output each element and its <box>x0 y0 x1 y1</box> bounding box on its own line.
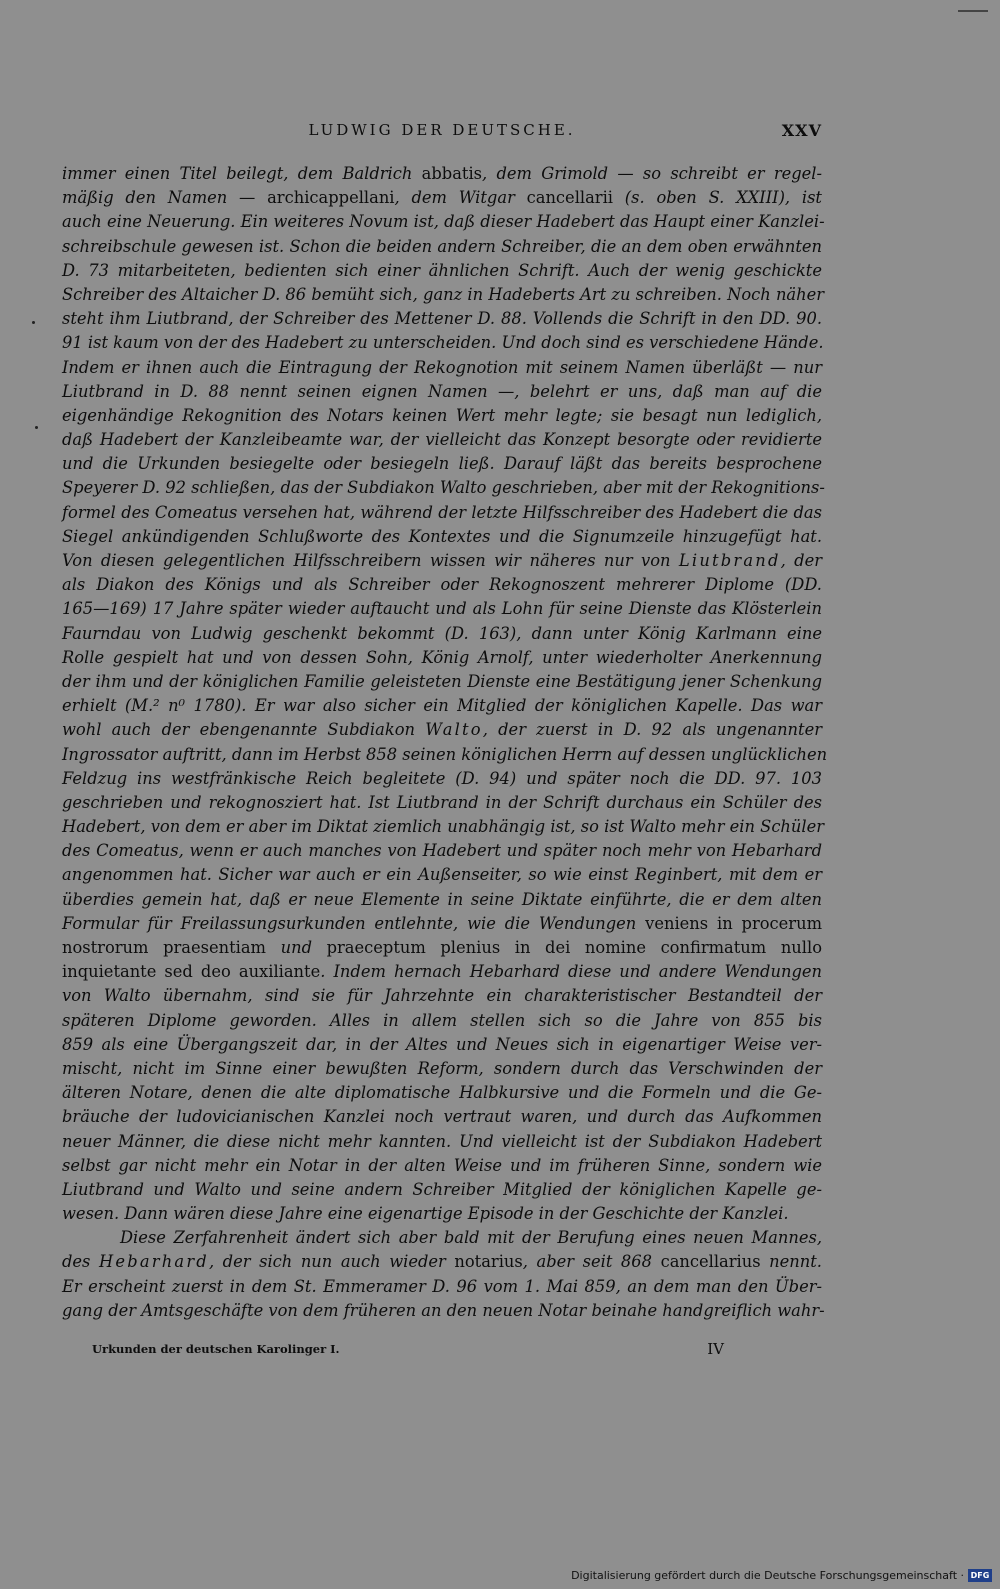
text-line: schreibschule gewesen ist. Schon die beiden andern Schreiber, die an dem oben erwähnten <box>62 236 822 256</box>
page-number: XXV <box>781 121 822 140</box>
text-line: formel des Comeatus versehen hat, während der letzte Hilfsschreiber des Hadebert die das <box>62 502 822 522</box>
paragraph-start-line: Diese Zerfahrenheit ändert sich aber bald mit der Berufung eines neuen Mannes, <box>120 1228 822 1248</box>
text-line: gang der Amtsgeschäfte von dem früheren an den neuen Notar beinahe handgreiflich wahr- <box>62 1300 825 1320</box>
text-line: eigenhändige Rekognition des Notars keinen Wert mehr legte; sie besagt nun lediglich, <box>62 405 822 425</box>
body-text <box>62 162 828 1323</box>
text-line: Von diesen gelegentlichen Hilfsschreibern wissen wir näheres nur von Liutbrand, der <box>62 551 822 570</box>
text-line: 165—169) 17 Jahre später wieder auftaucht und als Lohn für seine Dienste das Klösterlein <box>62 599 822 619</box>
text-line: Liutbrand in D. 88 nennt seinen eignen Namen —, belehrt er uns, daß man auf die <box>62 381 822 401</box>
margin-mark <box>35 426 38 429</box>
credit-text: Digitalisierung gefördert durch die Deutsche Forschungsgemeinschaft · <box>571 1568 964 1582</box>
page-header <box>62 121 822 145</box>
text-line: angenommen hat. Sicher war auch er ein Außenseiter, so wie einst Reginbert, mit dem er <box>62 865 822 885</box>
text-line: geschrieben und rekognosziert hat. Ist Liutbrand in der Schrift durchaus ein Schüler des <box>62 792 822 812</box>
text-line: mischt, nicht im Sinne einer bewußten Reform, sondern durch das Verschwinden der <box>62 1058 822 1078</box>
text-line: neuer Männer, die diese nicht mehr kannten. Und vielleicht ist der Subdiakon Hadebert <box>62 1131 822 1151</box>
text-line: Faurndau von Ludwig geschenkt bekommt (D. 163), dann unter König Karlmann eine <box>62 623 822 643</box>
text-line: auch eine Neuerung. Ein weiteres Novum ist, daß dieser Hadebert das Haupt einer Kanzlei- <box>62 212 825 232</box>
text-line: D. 73 mitarbeiteten, bedienten sich einer ähnlichen Schrift. Auch der wenig geschickte <box>62 260 822 280</box>
text-line: Er erscheint zuerst in dem St. Emmeramer D. 96 vom 1. Mai 859, an dem man den Über- <box>62 1276 822 1296</box>
text-line: erhielt (M.² n⁰ 1780). Er war also sicher ein Mitglied der königlichen Kapelle. Das war <box>62 696 822 716</box>
text-line: daß Hadebert der Kanzleibeamte war, der vielleicht das Konzept besorgte oder revidierte <box>62 430 822 450</box>
text-line: älteren Notare, denen die alte diplomatische Halbkursive und die Formeln und die Ge- <box>62 1083 822 1103</box>
text-line: Indem er ihnen auch die Eintragung der Rekognotion mit seinem Namen überläßt — nur <box>62 357 822 377</box>
text-line: steht ihm Liutbrand, der Schreiber des Mettener D. 88. Vollends die Schrift in den DD. 90. <box>62 309 822 329</box>
scan-corner-mark <box>958 10 988 12</box>
text-line: 91 ist kaum von der des Hadebert zu unterscheiden. Und doch sind es verschiedene Hände. <box>62 333 824 353</box>
text-line: 859 als eine Übergangszeit dar, in der Altes und Neues sich in eigenartiger Weise ver- <box>62 1034 822 1054</box>
text-line: selbst gar nicht mehr ein Notar in der alten Weise und im früheren Sinne, sondern wie <box>62 1155 822 1175</box>
text-line: überdies gemein hat, daß er neue Elemente in seine Diktate einführte, die er dem alten <box>62 889 822 909</box>
text-line: Speyerer D. 92 schließen, das der Subdiakon Walto geschrieben, aber mit der Rekognitions- <box>62 478 825 498</box>
text-line: der ihm und der königlichen Familie geleisteten Dienste eine Bestätigung jener Schenkung <box>62 671 822 691</box>
text-line: und die Urkunden besiegelte oder besiegeln ließ. Darauf läßt das bereits besprochene <box>62 454 822 474</box>
text-line: als Diakon des Königs und als Schreiber oder Rekognoszent mehrerer Diplome (DD. <box>62 575 822 595</box>
text-line: immer einen Titel beilegt, dem Baldrich abbatis, dem Grimold — so schreibt er regel- <box>62 164 823 183</box>
text-line: des Comeatus, wenn er auch manches von Hadebert und später noch mehr von Hebarhard <box>62 841 822 861</box>
text-line: Schreiber des Altaicher D. 86 bemüht sich, ganz in Hadeberts Art zu schreiben. Noch näher <box>62 284 825 304</box>
page-footer <box>92 1340 724 1362</box>
text-line: Feldzug ins westfränkische Reich begleitete (D. 94) und später noch die DD. 97. 103 <box>62 768 822 788</box>
text-line: Ingrossator auftritt, dann im Herbst 858 seinen königlichen Herrn auf dessen unglücklichen <box>62 744 828 764</box>
running-title: LUDWIG DER DEUTSCHE. <box>308 121 576 139</box>
text-line: von Walto übernahm, sind sie für Jahrzehnte ein charakteristischer Bestandteil der <box>62 986 822 1006</box>
text-line: Rolle gespielt hat und von dessen Sohn, König Arnolf, unter wiederholter Anerkennung <box>62 647 822 667</box>
text-line: des Hebarhard, der sich nun auch wieder notarius, aber seit 868 cancellarius nennt. <box>62 1252 822 1272</box>
sheet-mark: IV <box>707 1340 724 1358</box>
text-line: Siegel ankündigenden Schlußworte des Kontextes und die Signumzeile hinzugefügt hat. <box>62 526 822 546</box>
text-line: Hadebert, von dem er aber im Diktat ziemlich unabhängig ist, so ist Walto mehr ein Schüler <box>62 817 825 837</box>
text-line: späteren Diplome geworden. Alles in allem stellen sich so die Jahre von 855 bis <box>62 1010 822 1030</box>
text-line: wohl auch der ebengenannte Subdiakon Walto, der zuerst in D. 92 als ungenannter <box>62 720 823 740</box>
margin-mark <box>32 321 35 324</box>
signature-line: Urkunden der deutschen Karolinger I. <box>92 1342 340 1356</box>
text-line: Formular für Freilassungsurkunden entlehnte, wie die Wendungen veniens in procerum <box>62 913 823 933</box>
text-line: bräuche der ludovicianischen Kanzlei noch vertraut waren, und durch das Aufkommen <box>62 1107 822 1127</box>
digitization-credit <box>571 1567 992 1583</box>
text-line: Liutbrand und Walto und seine andern Schreiber Mitglied der königlichen Kapelle ge- <box>62 1179 822 1199</box>
text-line: wesen. Dann wären diese Jahre eine eigenartige Episode in der Geschichte der Kanzlei. <box>62 1204 789 1224</box>
text-line: mäßig den Namen — archicappellani, dem Witgar cancellarii (s. oben S. XXIII), ist <box>62 188 822 208</box>
text-line: inquietante sed deo auxiliante. Indem hernach Hebarhard diese und andere Wendungen <box>62 962 822 982</box>
dfg-logo-icon: DFG <box>968 1569 992 1582</box>
text-line: nostrorum praesentiam und praeceptum plenius in dei nomine confirmatum nullo <box>62 938 823 957</box>
